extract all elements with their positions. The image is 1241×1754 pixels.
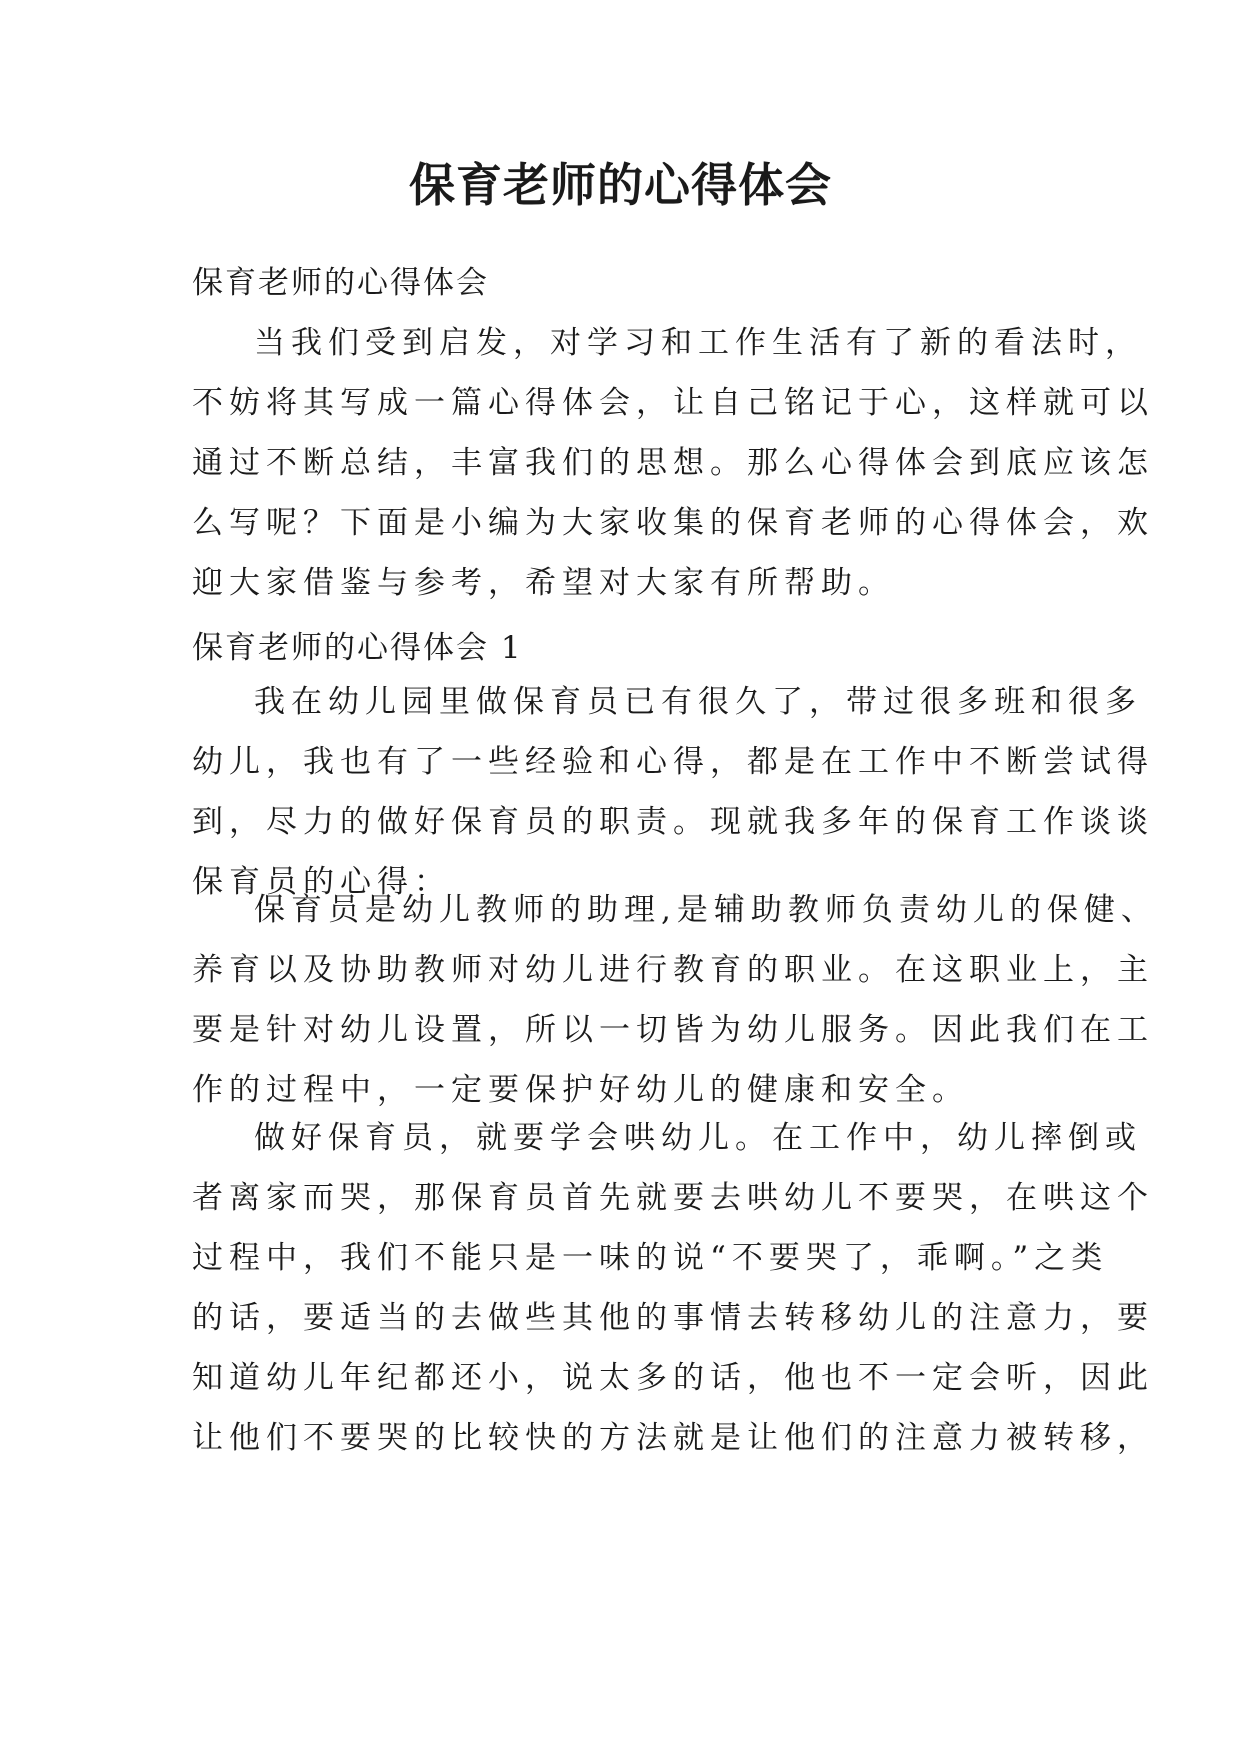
intro-line: 么写呢？下面是小编为大家收集的保育老师的心得体会，欢: [192, 505, 1154, 541]
intro-line: 通过不断总结，丰富我们的思想。那么心得体会到底应该怎: [192, 445, 1154, 481]
paragraph-line: 者离家而哭，那保育员首先就要去哄幼儿不要哭，在哄这个: [192, 1180, 1154, 1216]
paragraph-2: [192, 880, 1158, 1120]
intro-line: 当我们受到启发，对学习和工作生活有了新的看法时，: [254, 325, 1142, 361]
paragraph-line: 作的过程中，一定要保护好幼儿的健康和安全。: [192, 1072, 969, 1108]
document-title: 保育老师的心得体会: [409, 158, 832, 212]
intro-line: 迎大家借鉴与参考，希望对大家有所帮助。: [192, 565, 895, 601]
paragraph-line: 做好保育员，就要学会哄幼儿。在工作中，幼儿摔倒或: [254, 1120, 1142, 1156]
paragraph-line: 我在幼儿园里做保育员已有很久了，带过很多班和很多: [254, 684, 1142, 720]
intro-paragraph: [192, 313, 1154, 613]
paragraph-3: [192, 1108, 1154, 1468]
section-heading: 保育老师的心得体会 1: [192, 630, 523, 666]
paragraph-line: 过程中，我们不能只是一味的说“不要哭了，乖啊。”之类: [192, 1240, 1109, 1276]
paragraph-line: 的话，要适当的去做些其他的事情去转移幼儿的注意力，要: [192, 1300, 1154, 1336]
document-subtitle: 保育老师的心得体会: [192, 265, 489, 301]
paragraph-1: [192, 672, 1154, 912]
paragraph-line: 保育员是幼儿教师的助理,是辅助教师负责幼儿的保健、: [254, 892, 1158, 928]
paragraph-line: 到，尽力的做好保育员的职责。现就我多年的保育工作谈谈: [192, 804, 1154, 840]
paragraph-line: 知道幼儿年纪都还小，说太多的话，他也不一定会听，因此: [192, 1360, 1154, 1396]
paragraph-line: 要是针对幼儿设置，所以一切皆为幼儿服务。因此我们在工: [192, 1012, 1154, 1048]
intro-line: 不妨将其写成一篇心得体会，让自己铭记于心，这样就可以: [192, 385, 1154, 421]
paragraph-line: 让他们不要哭的比较快的方法就是让他们的注意力被转移，: [192, 1420, 1154, 1456]
paragraph-line: 保育员的心得：: [192, 864, 451, 900]
paragraph-line: 养育以及协助教师对幼儿进行教育的职业。在这职业上，主: [192, 952, 1154, 988]
paragraph-line: 幼儿，我也有了一些经验和心得，都是在工作中不断尝试得: [192, 744, 1154, 780]
